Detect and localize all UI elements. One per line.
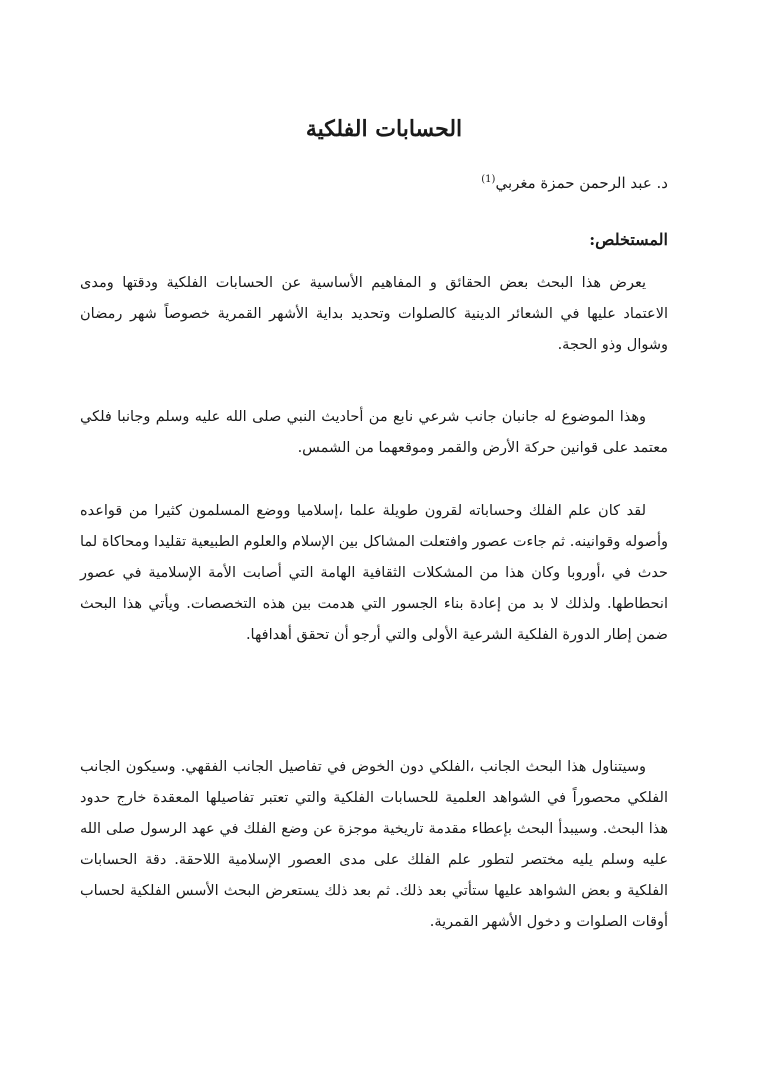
author-line	[481, 174, 668, 192]
paragraph-text: وهذا الموضوع له جانبان جانب شرعي نابع من أحاديث النبي صلى الله عليه وسلم وجانبا فلكي معتمد على قوانين حركة الأرض والقمر وموقعهما من الشمس.	[80, 409, 668, 456]
abstract-paragraph-3	[80, 496, 668, 651]
author-footnote-mark: (1)	[481, 174, 496, 185]
paragraph-text: وسيتناول هذا البحث الجانب ،الفلكي دون الخوض في تفاصيل الجانب الفقهي. وسيكون الجانب الفلكي محصوراً في الشواهد العلمية للحسابات الفلكية والتي تعتبر تفاصيلها المعقدة خارج حدود هذا البحث. وسيبدأ البحث بإعطاء مقدمة تاريخية موجزة عن وضع الفلك في عهد الرسول صلى الله عليه وسلم يليه مختصر لتطور علم الفلك على مدى العصور الإسلامية اللاحقة. دقة الحسابات الفلكية و بعض الشواهد عليها ستأتي بعد ذلك. ثم بعد ذلك يستعرض البحث الأسس الفلكية لحساب أوقات الصلوات و دخول الأشهر القمرية.	[80, 759, 668, 930]
abstract-heading: المستخلص:	[589, 230, 668, 249]
paragraph-text: يعرض هذا البحث بعض الحقائق و المفاهيم الأساسية عن الحسابات الفلكية ودقتها ومدى الاعتماد عليها في الشعائر الدينية كالصلوات وتحديد بداية الأشهر القمرية خصوصاً شهر رمضان وشوال وذو الحجة.	[80, 275, 668, 353]
abstract-paragraph-2	[80, 402, 668, 464]
author-name: د. عبد الرحمن حمزة مغربي	[495, 174, 668, 192]
document-title: الحسابات الفلكية	[305, 116, 463, 142]
abstract-paragraph-1	[80, 268, 668, 361]
abstract-paragraph-4	[80, 752, 668, 938]
paragraph-text: لقد كان علم الفلك وحساباته لقرون طويلة علما ،إسلاميا ووضع المسلمون كثيرا من قواعده وأصوله وقوانينه. ثم جاءت عصور وافتعلت المشاكل بين الإسلام والعلوم الطبيعية تقليدا ومحاكاة لما حدث في ،أوروبا وكان هذا من المشكلات الثقافية الهامة التي أصابت الأمة الإسلامية في عصور انحطاطها. ولذلك لا بد من إعادة بناء الجسور التي هدمت بين هذه التخصصات. ويأتي هذا البحث ضمن إطار الدورة الفلكية الشرعية الأولى والتي أرجو أن تحقق أهدافها.	[80, 503, 668, 643]
